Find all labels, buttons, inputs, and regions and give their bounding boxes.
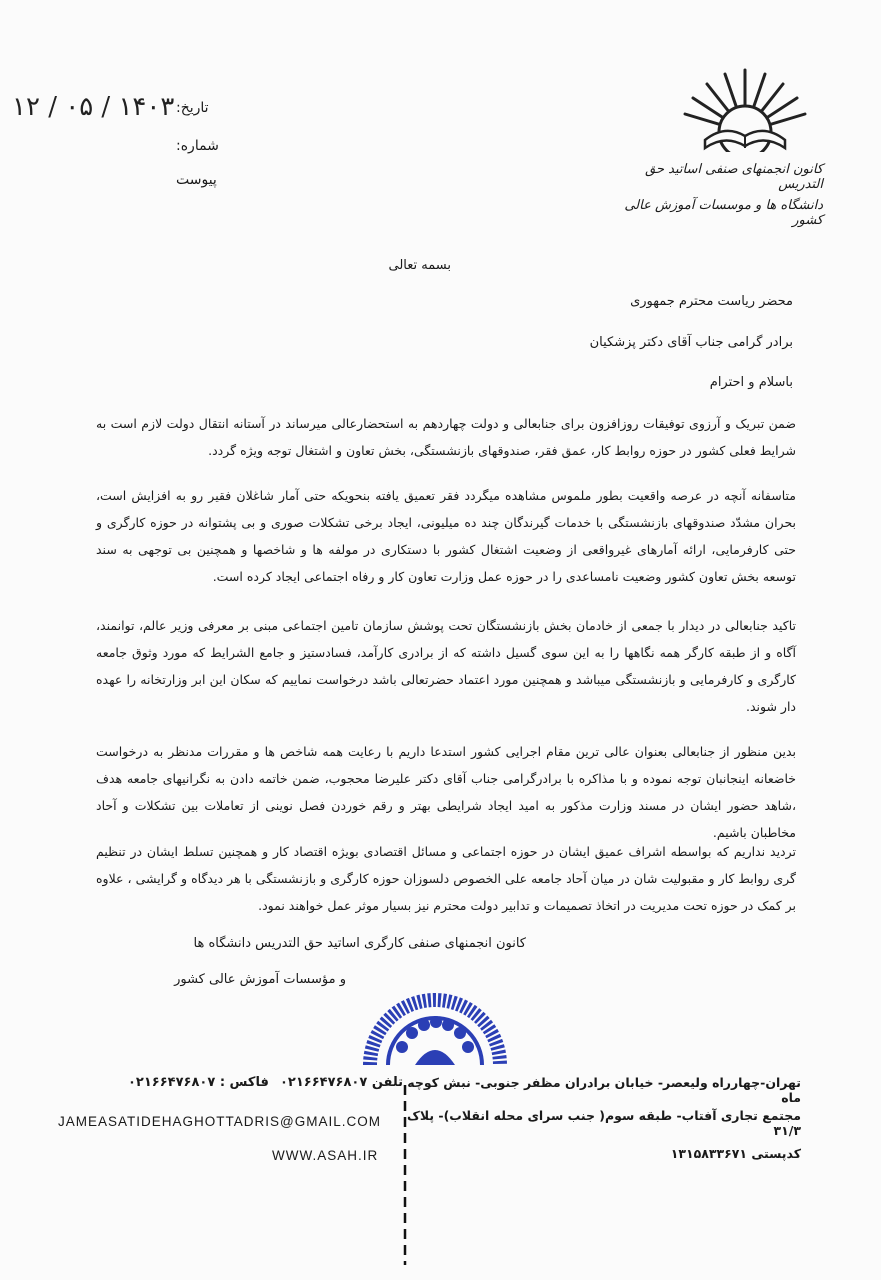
sun-book-icon: [655, 62, 835, 152]
address-line-2: مجتمع تجاری آفتاب- طبقه سوم( جنب سرای محله انقلاب)- پلاک ۳۱/۳: [407, 1108, 801, 1138]
paragraph-5: تردید نداریم که بواسطه اشراف عمیق ایشان در حوزه اجتماعی و مسائل اقتصادی بویژه اقتصاد کار و همچنین تسلط ایشان در تنظیم گری روابط کار و مقبولیت شان در میان آحاد جامعه علی الخصوص دلسوزان حوزه کارگری و بازنشستگی با هر دیدگاه و گرایشی ، علاوه بر کمک در حوزه تحت مدیریت در اتخاذ تصمیمات و تدابیر دولت محترم نیز بسیار موثر عمل خواهند نمود.: [96, 844, 796, 913]
addressee-line-2: برادر گرامی جناب آقای دکتر پزشکیان: [589, 335, 793, 350]
logo-line-2: دانشگاه ها و موسسات آموزش عالی کشور: [624, 198, 823, 228]
phone-number: ۰۲۱۶۶۴۷۶۸۰۷: [280, 1075, 368, 1090]
phone-line: [280, 1075, 403, 1090]
phone-label: تلفن: [371, 1075, 404, 1090]
addressee-line-1: محضر ریاست محترم جمهوری: [630, 294, 793, 309]
paragraph-2: متاسفانه آنچه در عرصه واقعیت بطور ملموس مشاهده میگردد فقر تعمیق یافته بنحویکه حتی آمار شاغلان فقیر رو به افزایش است، بحران مشدّد صندوقهای بازنشستگی با خدمات گیرندگان چند ده میلیونی، ایجاد برخی تشکلات صوری و بی پشتوانه در حوزه کارگری و حتی کارفرمایی، ارائه آمارهای غیرواقعی از وضعیت اشتغال کشور با دستکاری در مولفه ها و شاخصها و همچنین بی توجهی به سند توسعه بخش تعاون کشور وضعیت نامساعدی را در حوزه عمل وزارت تعاون کار و رفاه اجتماعی ایجاد کرده است.: [96, 488, 796, 584]
paragraph-4: بدین منظور از جنابعالی بعنوان عالی ترین مقام اجرایی کشور استدعا داریم با رعایت همه شاخص ها و مقررات مدنظر به درخواست خاضعانه اینجانبان توجه نموده و با مذاکره با برادرگرامی جناب آقای دکتر علیرضا محجوب، ضمن خاتمه دادن به نگرانیهای جامعه هدف ،شاهد حضور ایشان در مسند وزارت مذکور به امید ایجاد شرایطی بهتر و رقم خوردن فصل نوینی از تعاملات بین تشکلات و آحاد مخاطبان باشیم.: [96, 744, 796, 840]
website-url[interactable]: WWW.ASAH.IR: [272, 1148, 379, 1163]
signature-line-2: و مؤسسات آموزش عالی کشور: [174, 972, 346, 987]
paragraph-1: ضمن تبریک و آرزوی توفیقات روزافزون برای جنابعالی و دولت چهاردهم به استحضارعالی میرساند در آستانه انتقال دولت لازم است به شرایط فعلی کشور در حوزه روابط کار، عمق فقر، صندوقهای بازنشستگی، بخش تعاون و اشتغال توجه ویژه گردد.: [96, 416, 796, 458]
email-address[interactable]: JAMEASATIDEHAGHOTTADRIS@GMAIL.COM: [58, 1114, 381, 1129]
greeting: باسلام و احترام: [709, 375, 793, 390]
date-value: ۱۴۰۳ / ۰۵ / ۱۲: [12, 92, 175, 122]
address-line-1: تهران-چهارراه ولیعصر- خیابان برادران مظفر جنوبی- نبش کوچه ماه: [407, 1075, 801, 1105]
fax-number: ۰۲۱۶۶۴۷۶۸۰۷: [128, 1075, 216, 1090]
bismillah: بسمه تعالی: [388, 258, 451, 273]
postal-code: کدپستی ۱۳۱۵۸۳۳۶۷۱: [670, 1146, 801, 1161]
fax-line: [128, 1075, 269, 1090]
signature-line-1: کانون انجمنهای صنفی کارگری اساتید حق التدریس دانشگاه ها: [193, 936, 526, 951]
logo-line-1: کانون انجمنهای صنفی اساتید حق التدریس: [645, 162, 823, 192]
date-label: تاریخ:: [176, 100, 209, 116]
number-label: شماره:: [176, 138, 219, 154]
paragraph-3: تاکید جنابعالی در دیدار با جمعی از خادمان بخش بازنشستگان تحت پوشش سازمان تامین اجتماعی مبنی بر معرفی وزیر عالم، توانمند، آگاه و از طبقه کارگر همه نگاهها را به این سوی گسیل داشته که از برادری کارآمد، فسادستیز و جامع الشرایط که مورد وثوق جامعه کارگری و کارفرمایی و بازنشستگی میباشد و همچنین مورد اعتماد حضرتعالی باشد درخواست نماییم که سکان این ابر وزارتخانه را عهده دار شوند.: [96, 618, 796, 714]
fax-label: فاکس :: [219, 1075, 269, 1090]
official-stamp: [360, 965, 510, 1075]
attachment-label: پیوست: [176, 172, 217, 188]
organization-logo: [624, 62, 835, 228]
